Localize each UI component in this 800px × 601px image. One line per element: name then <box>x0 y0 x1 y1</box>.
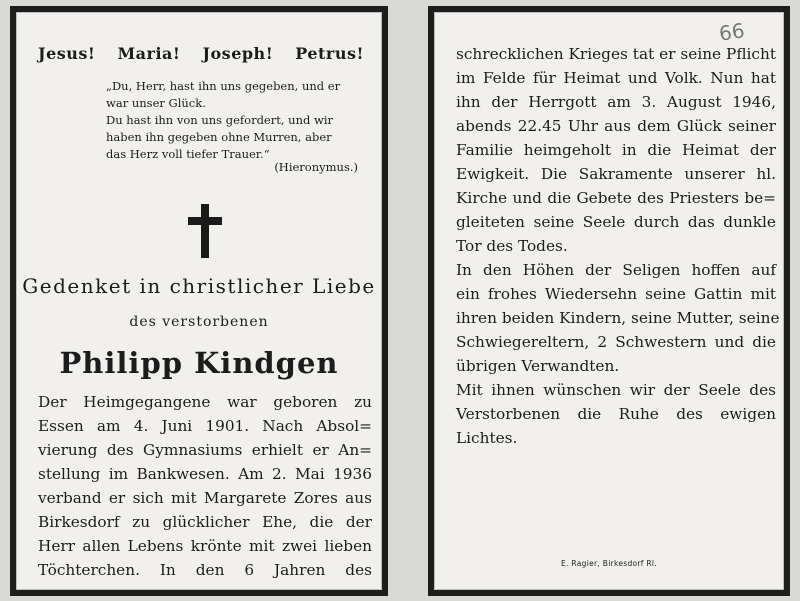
text-line: Herr allen Lebens krönte mit zwei lieben <box>38 537 372 555</box>
handwritten-page-number: 66 <box>717 18 746 46</box>
memorial-card-right <box>428 6 790 596</box>
printer-imprint: E. Ragier, Birkesdorf Rl. <box>560 559 657 568</box>
cross-icon <box>188 204 222 258</box>
text-line: verband er sich mit Margarete Zores aus <box>38 489 372 507</box>
text-line: Der Heimgegangene war geboren zu <box>38 393 372 411</box>
memorial-subheading: des verstorbenen <box>129 314 269 330</box>
text-line: ihren beiden Kindern, seine Mutter, seine <box>456 309 780 327</box>
text-line: im Felde für Heimat und Volk. Nun hat <box>456 69 776 87</box>
text-line: gleiteten seine Seele durch das dunkle <box>456 213 776 231</box>
text-line: Kirche und die Gebete des Priesters be= <box>456 189 776 207</box>
text-line: abends 22.45 Uhr aus dem Glück seiner <box>456 117 776 135</box>
invocation-row <box>38 44 364 63</box>
invocation-maria: Maria! <box>117 44 181 63</box>
memorial-card-left <box>10 6 388 596</box>
memorial-heading: Gedenket in christlicher Liebe <box>22 274 376 298</box>
invocation-joseph: Joseph! <box>202 44 274 63</box>
text-line: Verstorbenen die Ruhe des ewigen <box>456 405 776 423</box>
quote-source: (Hieronymus.) <box>274 160 358 174</box>
deceased-name: Philipp Kindgen <box>59 346 339 380</box>
text-line: ein frohes Wiedersehn seine Gattin mit <box>456 285 776 303</box>
text-line: Birkesdorf zu glücklicher Ehe, die der <box>38 513 372 531</box>
text-line: Familie heimgeholt in die Heimat der <box>456 141 776 159</box>
text-line: In den Höhen der Seligen hoffen auf <box>456 261 776 279</box>
text-line: Mit ihnen wünschen wir der Seele des <box>456 381 776 399</box>
text-line: vierung des Gymnasiums erhielt er An= <box>38 441 372 459</box>
text-line: Lichtes. <box>456 429 518 447</box>
text-line: schrecklichen Krieges tat er seine Pflicht <box>456 45 776 63</box>
invocation-jesus: Jesus! <box>38 44 96 63</box>
text-line: Schwiegereltern, 2 Schwestern und die <box>456 333 776 351</box>
text-line: stellung im Bankwesen. Am 2. Mai 1936 <box>38 465 372 483</box>
text-line: ihn der Herrgott am 3. August 1946, <box>456 93 776 111</box>
invocation-petrus: Petrus! <box>295 44 364 63</box>
quote-text: „Du, Herr, hast ihn uns gegeben, und er war unser Glück. Du hast ihn von uns gefordert, und wir haben ihn gegeben ohne Murren, aber das Herz voll tiefer Trauer.“ <box>106 79 341 161</box>
text-line: übrigen Verwandten. <box>456 357 620 375</box>
text-line: Tor des Todes. <box>456 237 568 255</box>
text-line: Essen am 4. Juni 1901. Nach Absol= <box>38 417 372 435</box>
text-line: Töchterchen. In den 6 Jahren des <box>38 561 372 579</box>
biography-text-right <box>456 42 780 450</box>
text-line: Ewigkeit. Die Sakramente unserer hl. <box>456 165 776 183</box>
biography-text-left <box>38 390 372 582</box>
